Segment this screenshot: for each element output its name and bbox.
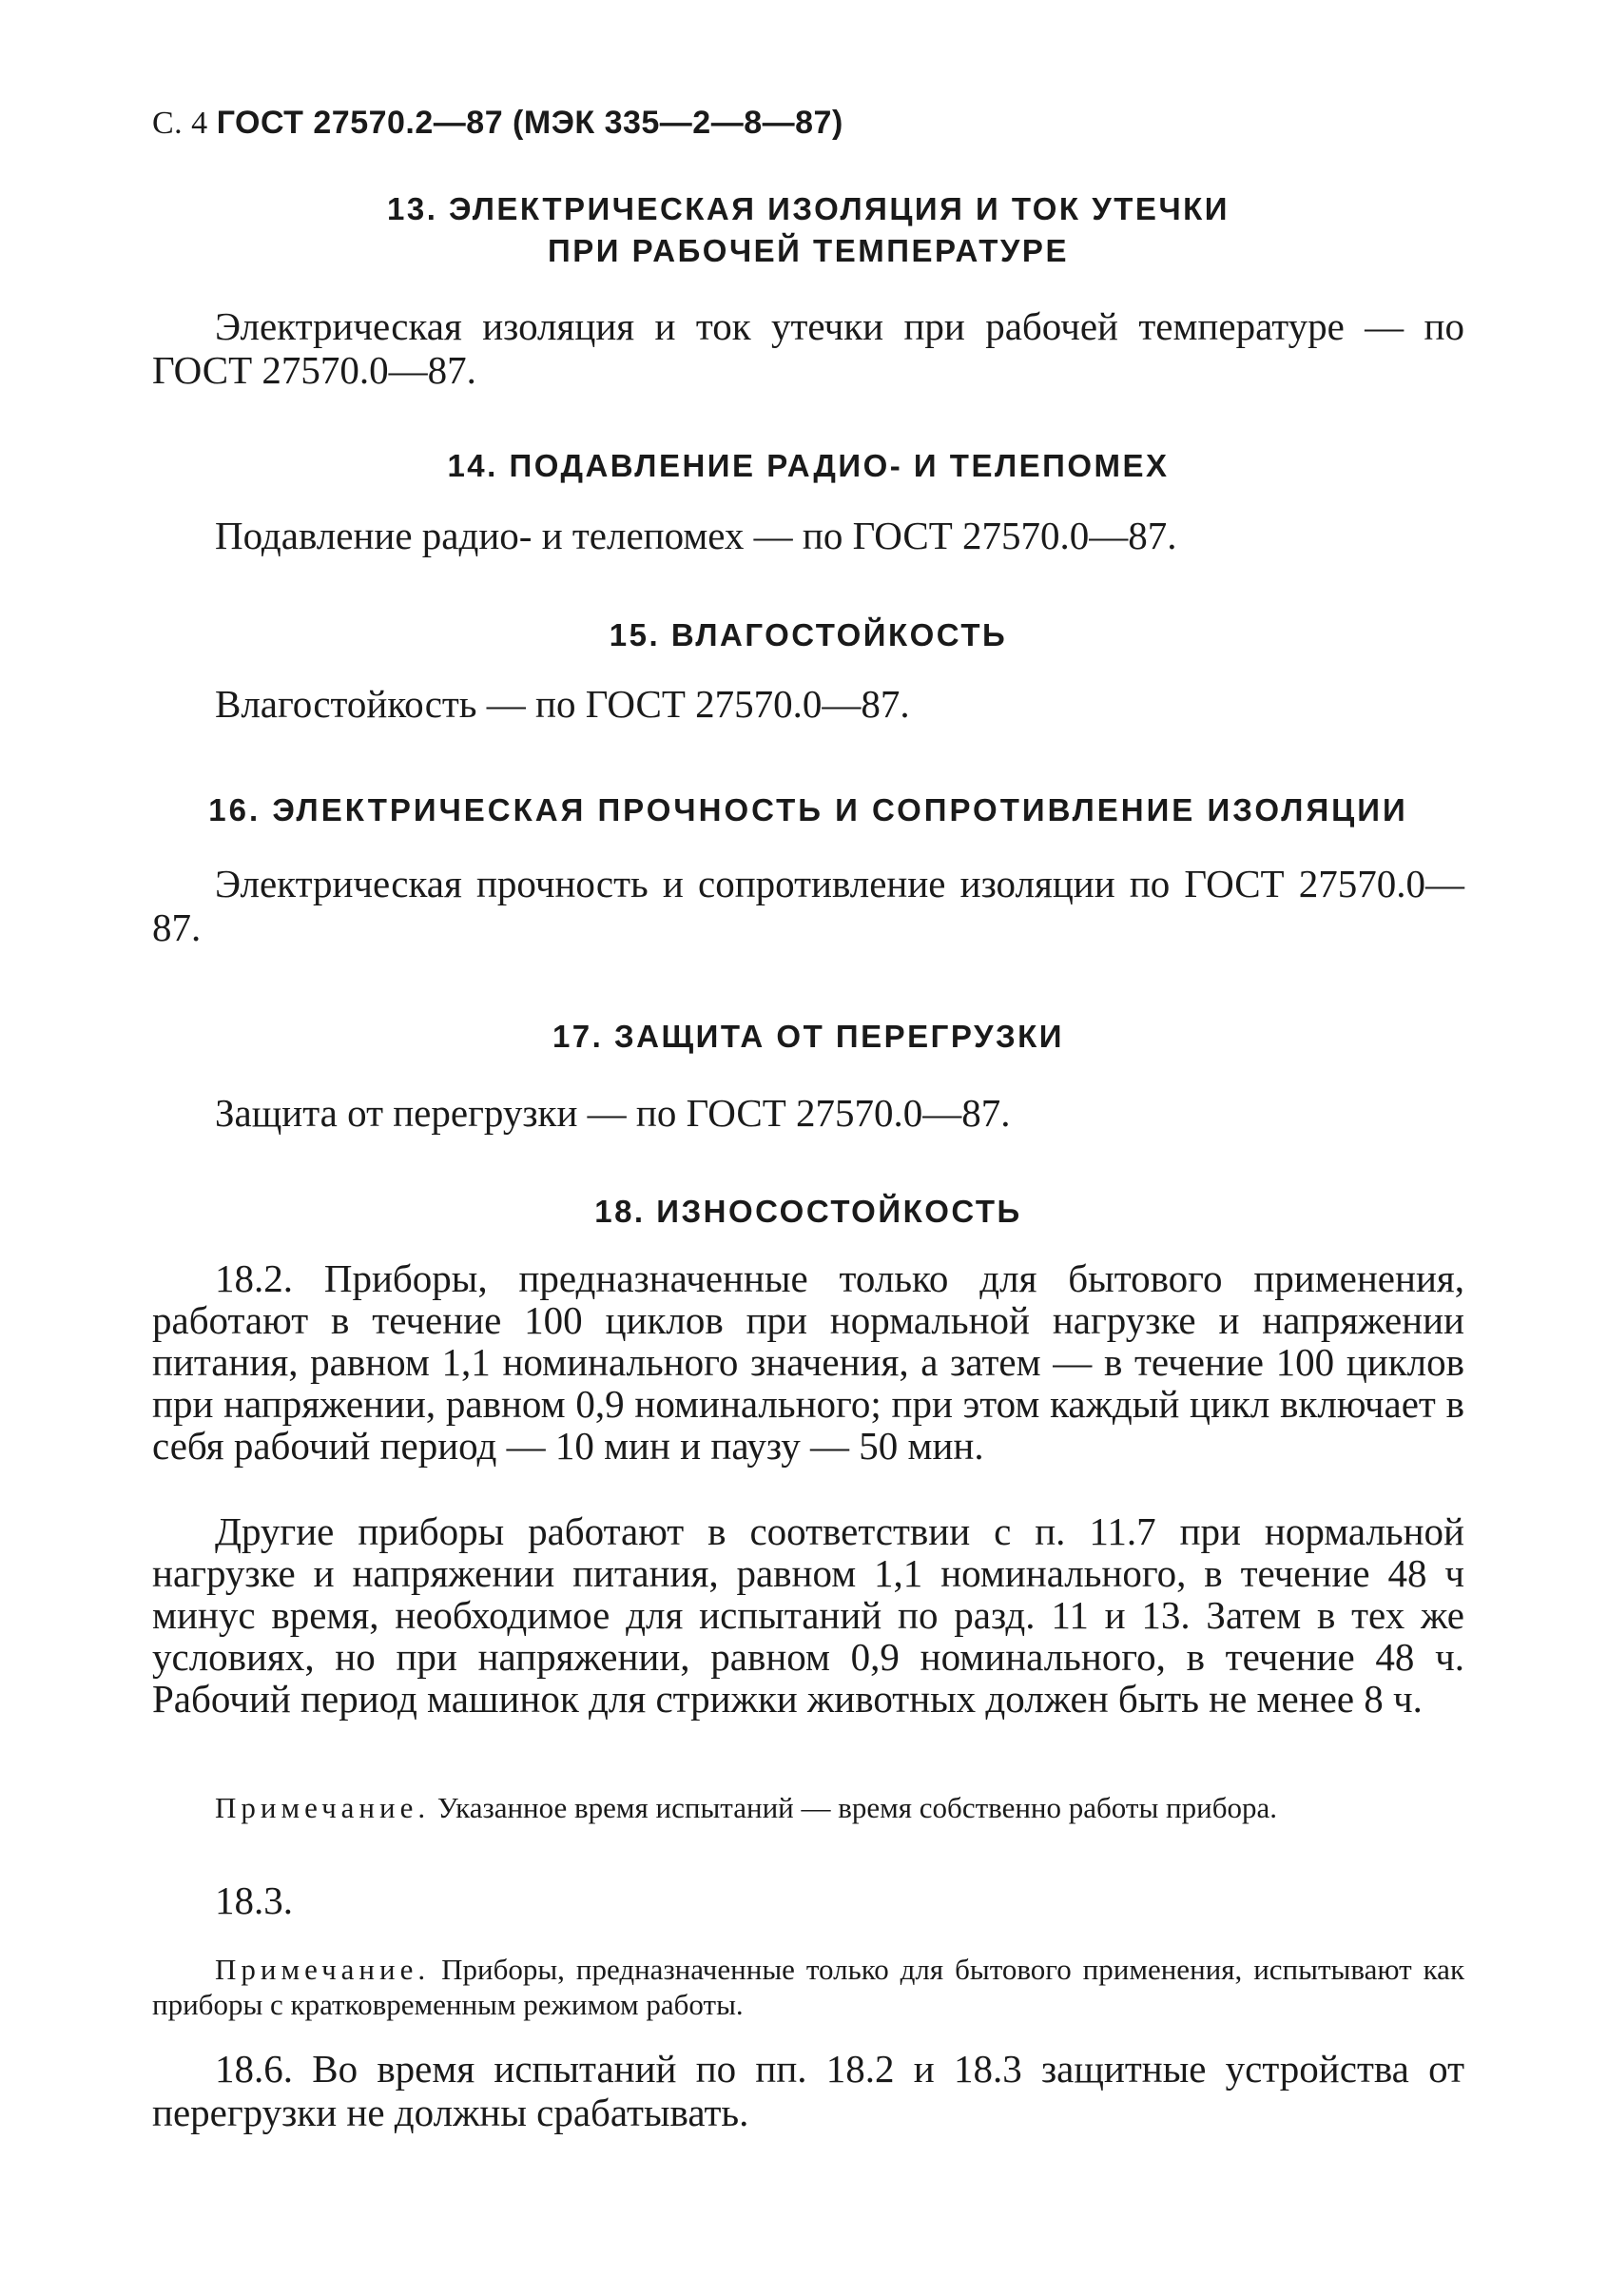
page-number: С. 4 bbox=[152, 106, 208, 141]
clause-18-2-other-devices-text: Другие приборы работают в соответствии с п. 11.7 при нормальной нагрузке и напряжении питания, равном 1,1 номинального, в течение 48 ч минус время, необходимое для испытаний по разд. 11 и 13. Затем в тех же условиях, но при напряжении, равном 0,9 номинального, в течение 48 ч. Рабочий период машинок для стрижки животных должен быть не менее 8 ч. bbox=[152, 1509, 1464, 1721]
standard-designation: ГОСТ 27570.2—87 (МЭК 335—2—8—87) bbox=[216, 105, 843, 141]
section-13-heading-line2: ПРИ РАБОЧЕЙ ТЕМПЕРАТУРЕ bbox=[548, 233, 1069, 268]
note-2-text: Приборы, предназначенные только для бытового применения, испытывают как приборы с кратковременным режимом работы. bbox=[152, 1953, 1465, 2021]
section-15-text: Влагостойкость — по ГОСТ 27570.0—87. bbox=[215, 682, 910, 726]
clause-18-3-number: 18.3. bbox=[215, 1878, 293, 1922]
note-1-text: Указанное время испытаний — время собственно работы прибора. bbox=[436, 1791, 1277, 1824]
section-17-text: Защита от перегрузки — по ГОСТ 27570.0—87. bbox=[215, 1091, 1011, 1135]
section-16-heading: 16. ЭЛЕКТРИЧЕСКАЯ ПРОЧНОСТЬ И СОПРОТИВЛЕНИЕ ИЗОЛЯЦИИ bbox=[208, 792, 1408, 827]
section-15-heading: 15. ВЛАГОСТОЙКОСТЬ bbox=[609, 617, 1008, 652]
note-2 bbox=[152, 1952, 1464, 2022]
section-16-text: Электрическая прочность и сопротивление изоляции по ГОСТ 27570.0—87. bbox=[152, 862, 1464, 949]
note-2-label: Примечание. bbox=[215, 1953, 431, 1986]
clause-18-2-text: 18.2. Приборы, предназначенные только для бытового применения, работают в течение 100 циклов при нормальной нагрузке и напряжении питания, равном 1,1 номинального значения, а затем — в течение 100 циклов при напряжении, равном 0,9 номинального; при этом каждый цикл включает в себя рабочий период — 10 мин и паузу — 50 мин. bbox=[152, 1256, 1464, 1468]
page-header bbox=[152, 105, 843, 142]
section-18-heading: 18. ИЗНОСОСТОЙКОСТЬ bbox=[594, 1194, 1022, 1229]
note-1 bbox=[152, 1790, 1464, 1825]
section-14-text: Подавление радио- и телепомех — по ГОСТ 27570.0—87. bbox=[215, 514, 1177, 557]
section-14-heading: 14. ПОДАВЛЕНИЕ РАДИО- И ТЕЛЕПОМЕХ bbox=[447, 448, 1170, 483]
section-13-heading bbox=[152, 188, 1464, 272]
section-13-heading-line1: 13. ЭЛЕКТРИЧЕСКАЯ ИЗОЛЯЦИЯ И ТОК УТЕЧКИ bbox=[386, 191, 1230, 226]
note-1-label: Примечание. bbox=[215, 1791, 431, 1824]
clause-18-6-text: 18.6. Во время испытаний по пп. 18.2 и 18.3 защитные устройства от перегрузки не должны срабатывать. bbox=[152, 2047, 1464, 2134]
section-17-heading: 17. ЗАЩИТА ОТ ПЕРЕГРУЗКИ bbox=[552, 1019, 1065, 1054]
section-13-text: Электрическая изоляция и ток утечки при рабочей температуре — по ГОСТ 27570.0—87. bbox=[152, 304, 1464, 392]
